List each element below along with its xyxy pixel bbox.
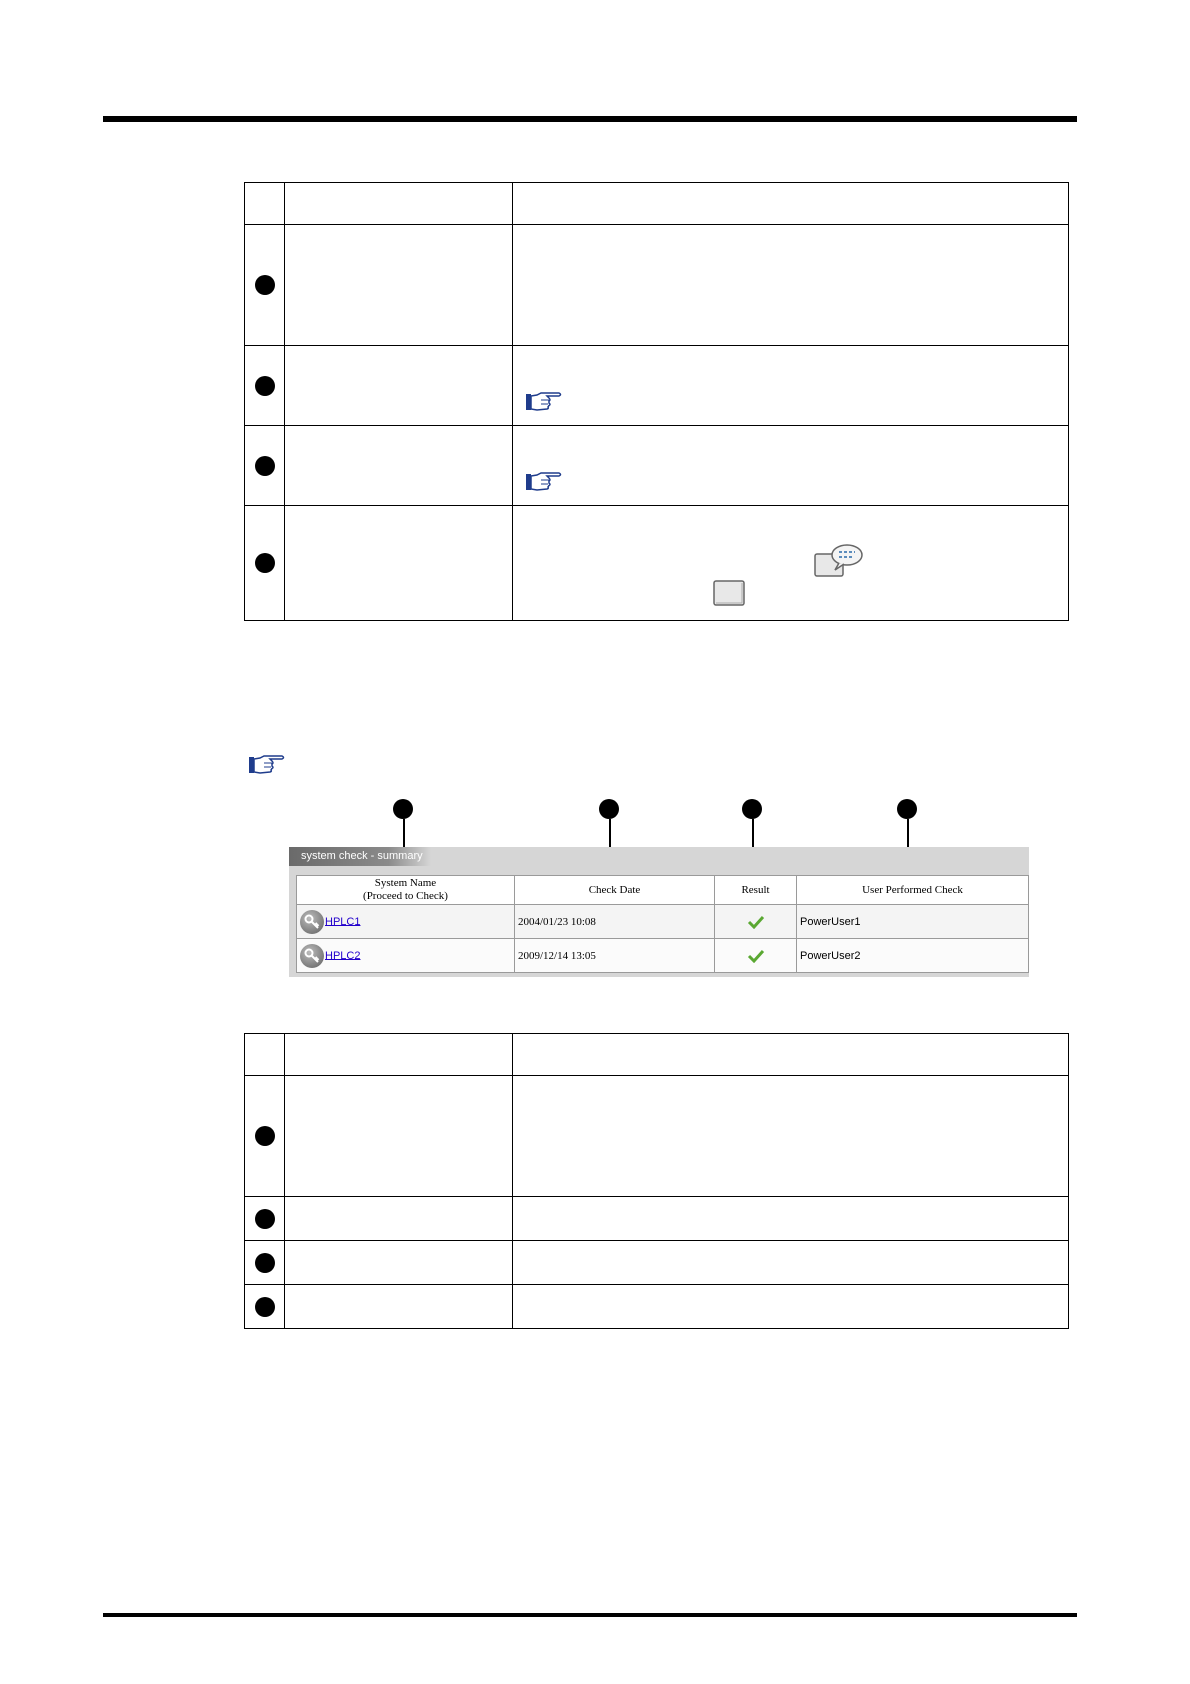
- pointing-hand-icon: [525, 390, 563, 412]
- footer-rule: [103, 1613, 1077, 1617]
- system-link[interactable]: HPLC1: [325, 915, 361, 928]
- item-number-marker: [255, 1297, 275, 1317]
- table-header-row: [245, 1034, 1069, 1076]
- item-number-marker: [255, 553, 275, 573]
- table-row: [245, 1241, 1069, 1285]
- user-cell: PowerUser2: [797, 939, 1029, 973]
- table-row: [245, 1285, 1069, 1329]
- panel-title: system check - summary: [289, 847, 431, 866]
- item-number-marker: [255, 1209, 275, 1229]
- pointing-hand-icon: [248, 753, 286, 775]
- table-header-row: [245, 183, 1069, 225]
- key-icon[interactable]: [300, 910, 324, 934]
- header-line: System Name: [374, 877, 437, 889]
- table-row: [245, 346, 1069, 426]
- green-checkmark-icon: [747, 949, 765, 963]
- check-date-cell: 2004/01/23 10:08: [515, 905, 715, 939]
- item-number-marker: [255, 456, 275, 476]
- header-rule: [103, 116, 1077, 122]
- column-header-system-name: [297, 876, 515, 905]
- table-row: [245, 426, 1069, 506]
- system-name-cell: [297, 905, 515, 939]
- system-name-cell: [297, 939, 515, 973]
- header-line: (Proceed to Check): [363, 890, 448, 902]
- table-row: [297, 939, 1029, 973]
- column-header-user: User Performed Check: [797, 876, 1029, 905]
- callout-marker-check-date: [599, 799, 619, 819]
- callout-marker-system-name: [393, 799, 413, 819]
- callout-marker-user: [897, 799, 917, 819]
- lower-description-table: [244, 1033, 1069, 1329]
- table-row: [245, 1197, 1069, 1241]
- table-row: [297, 905, 1029, 939]
- item-number-marker: [255, 1126, 275, 1146]
- user-cell: PowerUser1: [797, 905, 1029, 939]
- system-check-table: [296, 875, 1029, 973]
- item-number-marker: [255, 376, 275, 396]
- pointing-hand-icon: [525, 470, 563, 492]
- check-date-cell: 2009/12/14 13:05: [515, 939, 715, 973]
- item-number-marker: [255, 275, 275, 295]
- system-check-summary-panel: [289, 847, 1029, 977]
- table-row: [245, 506, 1069, 621]
- table-row: [245, 1076, 1069, 1197]
- result-cell: [715, 905, 797, 939]
- key-icon[interactable]: [300, 944, 324, 968]
- blank-note-icon: [712, 579, 746, 607]
- table-header-row: [297, 876, 1029, 905]
- callout-marker-result: [742, 799, 762, 819]
- upper-description-table: [244, 182, 1069, 621]
- column-header-check-date: Check Date: [515, 876, 715, 905]
- result-cell: [715, 939, 797, 973]
- speech-note-icon: [813, 542, 865, 580]
- system-link[interactable]: HPLC2: [325, 949, 361, 962]
- item-number-marker: [255, 1253, 275, 1273]
- green-checkmark-icon: [747, 915, 765, 929]
- table-row: [245, 225, 1069, 346]
- column-header-result: Result: [715, 876, 797, 905]
